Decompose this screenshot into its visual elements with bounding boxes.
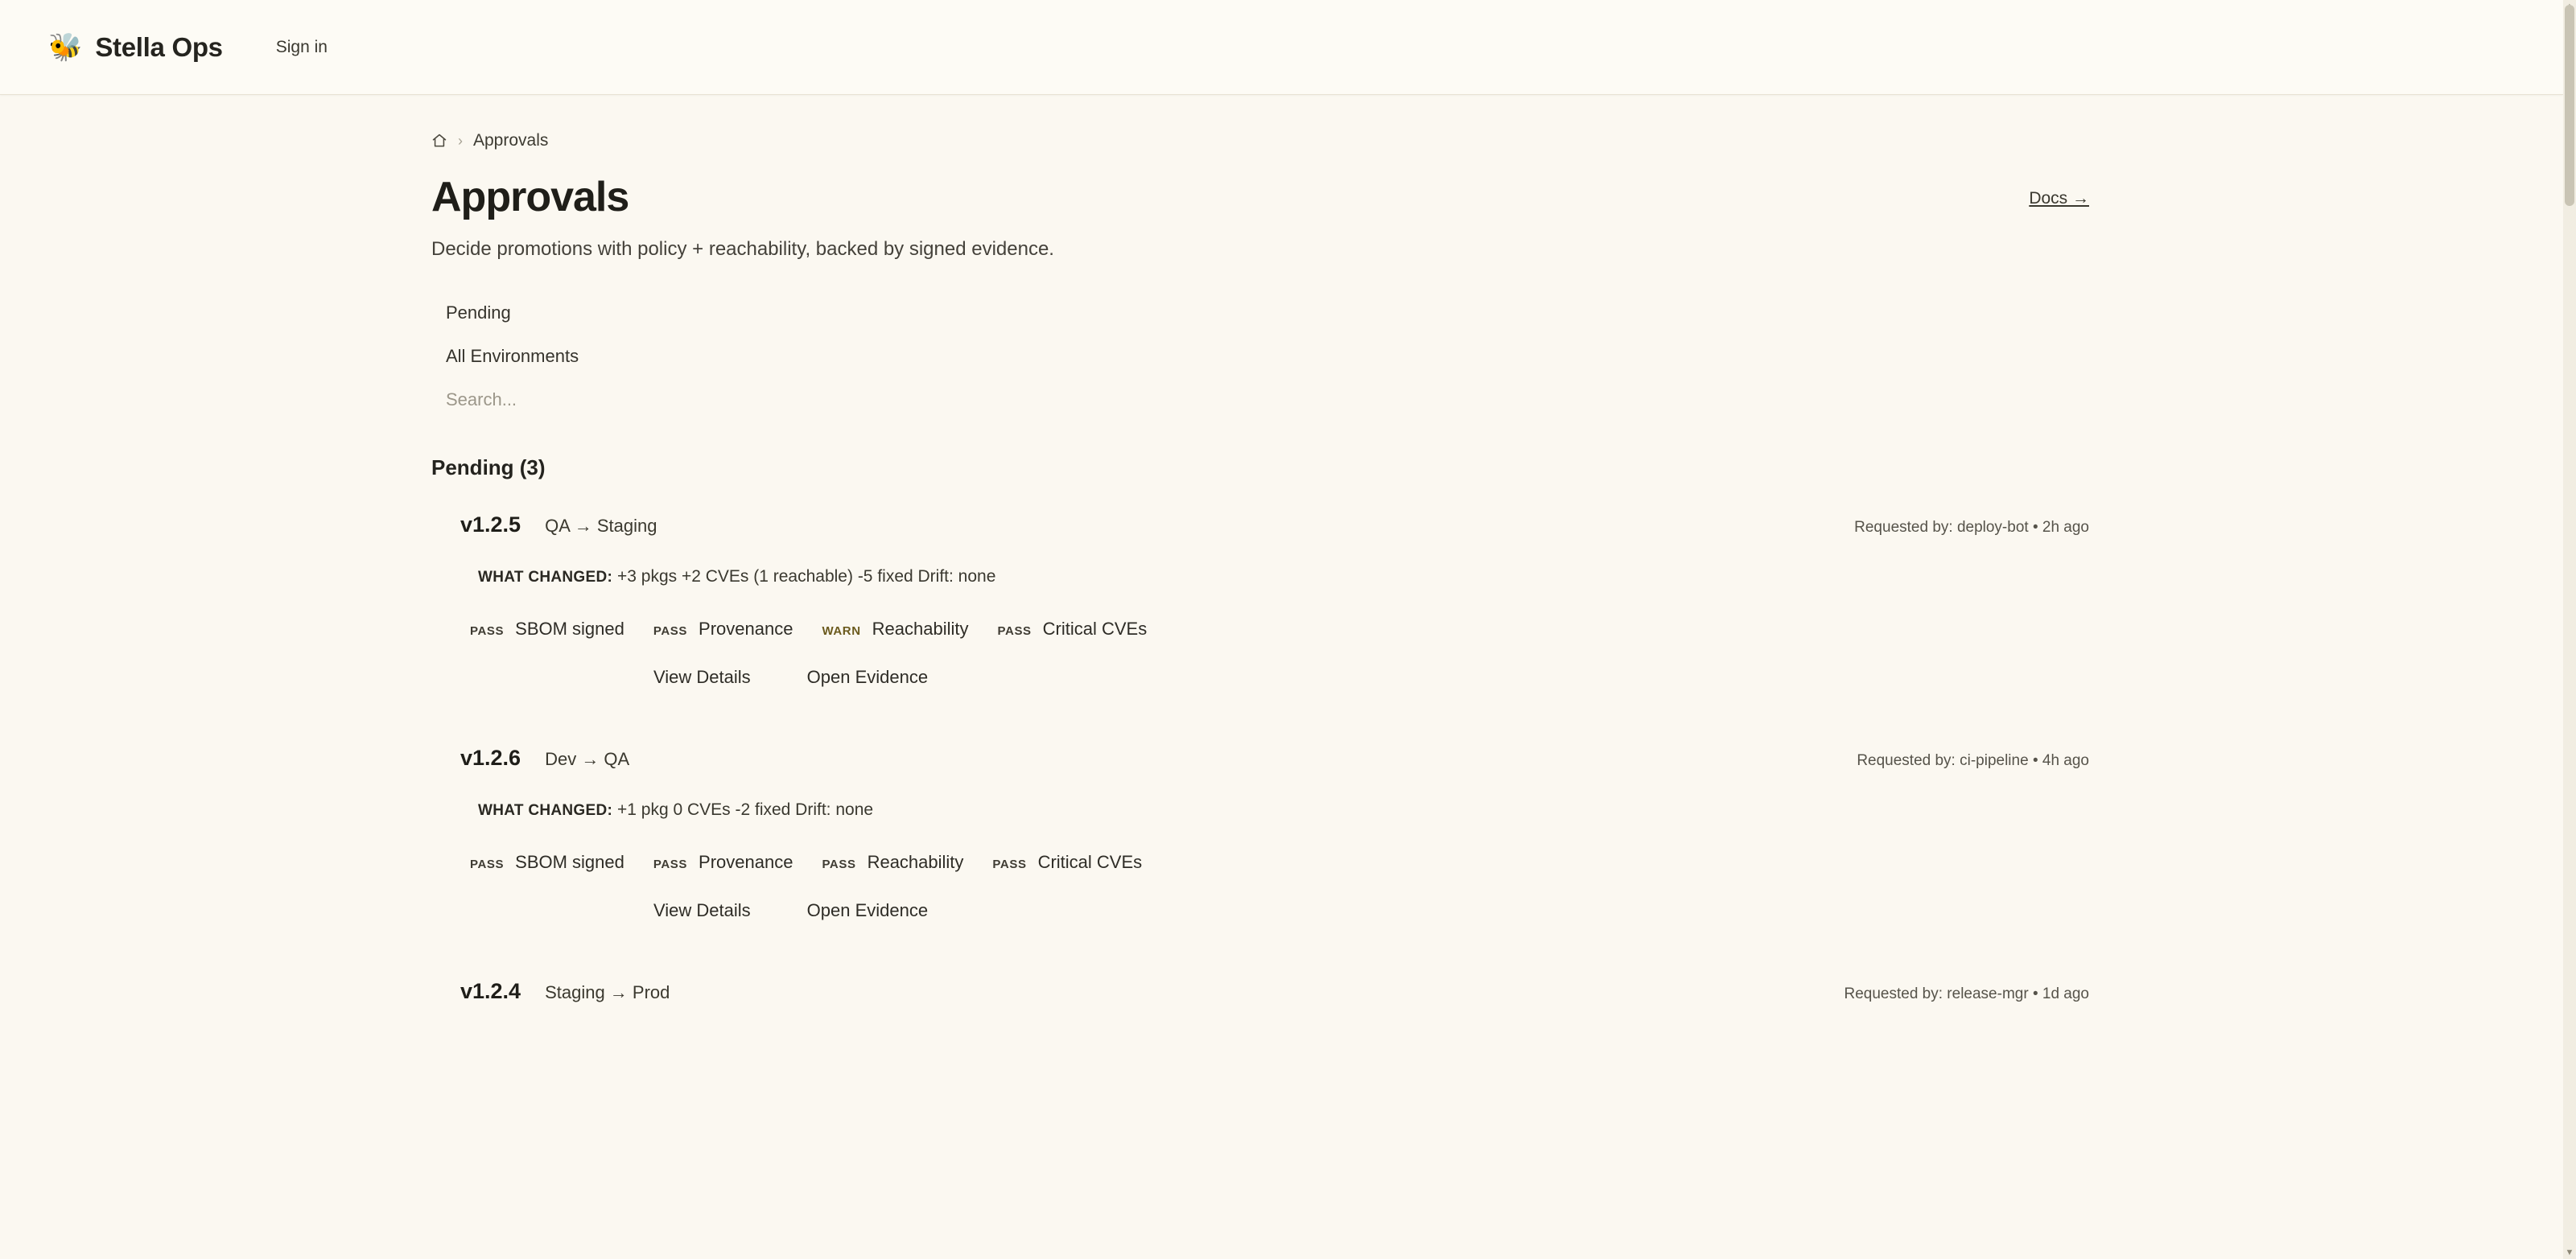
gate-critical-cves[interactable] xyxy=(992,852,1142,873)
approval-version: v1.2.5 xyxy=(460,512,521,537)
top-bar xyxy=(0,0,2563,95)
gate-label: SBOM signed xyxy=(515,619,624,640)
approval-what-changed xyxy=(460,567,2089,586)
approval-transition: Staging → Prod xyxy=(545,982,670,1003)
approval-requested-by: Requested by: deploy-bot • 2h ago xyxy=(1854,519,2089,537)
filters xyxy=(431,299,2563,413)
gate-sbom-signed[interactable] xyxy=(470,852,624,873)
gate-status-badge: PASS xyxy=(470,858,505,872)
docs-link[interactable]: Docs → xyxy=(2029,189,2089,208)
gate-reachability[interactable] xyxy=(822,619,968,640)
approval-actions xyxy=(460,667,2089,688)
approval-card[interactable] xyxy=(431,512,2089,688)
gate-status-badge: PASS xyxy=(470,624,505,639)
approval-requested-by: Requested by: ci-pipeline • 4h ago xyxy=(1857,752,2089,770)
gate-label: Critical CVEs xyxy=(1037,852,1143,873)
page-title: Approvals xyxy=(431,174,629,220)
open-evidence-button[interactable]: Open Evidence xyxy=(806,900,929,921)
approval-gates xyxy=(460,852,2089,873)
approval-requested-by: Requested by: release-mgr • 1d ago xyxy=(1844,985,2089,1003)
gate-reachability[interactable] xyxy=(822,852,963,873)
section-title: Pending (3) xyxy=(431,455,546,480)
breadcrumb-current[interactable]: Approvals xyxy=(473,131,549,150)
approval-what-changed xyxy=(460,800,2089,820)
gate-label: Reachability xyxy=(867,852,964,873)
approval-card-header xyxy=(460,979,2089,1004)
brand[interactable] xyxy=(48,32,223,63)
approval-transition: Dev → QA xyxy=(545,749,630,770)
open-evidence-button[interactable]: Open Evidence xyxy=(806,667,929,688)
gate-label: Critical CVEs xyxy=(1042,619,1148,640)
breadcrumb-separator: › xyxy=(458,132,463,149)
approval-actions xyxy=(460,900,2089,921)
gate-status-badge: PASS xyxy=(997,624,1032,639)
gate-label: SBOM signed xyxy=(515,852,624,873)
gate-provenance[interactable] xyxy=(653,852,793,873)
approval-version: v1.2.6 xyxy=(460,746,521,771)
approvals-list xyxy=(431,512,2563,1062)
what-changed-label: WHAT CHANGED: xyxy=(478,802,613,820)
gate-status-badge: PASS xyxy=(653,624,688,639)
search-input[interactable] xyxy=(446,386,945,413)
approval-gates xyxy=(460,619,2089,640)
scrollbar-thumb[interactable] xyxy=(2565,5,2574,206)
gate-status-badge: PASS xyxy=(822,858,856,872)
view-details-button[interactable]: View Details xyxy=(653,900,751,921)
approval-transition: QA → Staging xyxy=(545,516,657,537)
gate-status-badge: PASS xyxy=(992,858,1027,872)
breadcrumb xyxy=(431,131,2563,150)
what-changed-text: +3 pkgs +2 CVEs (1 reachable) -5 fixed Drift: none xyxy=(616,567,996,586)
brand-name: Stella Ops xyxy=(95,31,223,62)
page-subtitle: Decide promotions with policy + reachability, backed by signed evidence. xyxy=(431,238,1054,261)
main-content xyxy=(0,95,2563,1062)
environment-filter-select[interactable]: All Environments xyxy=(446,346,579,367)
status-filter-select[interactable]: Pending xyxy=(446,302,511,323)
gate-critical-cves[interactable] xyxy=(998,619,1148,640)
gate-status-badge: WARN xyxy=(822,624,861,639)
approval-card-header xyxy=(460,746,2089,771)
approval-version: v1.2.4 xyxy=(460,979,521,1004)
stella-ops-logo-icon: 🐝 xyxy=(48,31,83,63)
sign-in-button[interactable]: Sign in xyxy=(265,31,339,64)
what-changed-text: +1 pkg 0 CVEs -2 fixed Drift: none xyxy=(616,800,874,820)
approval-card[interactable] xyxy=(431,746,2089,921)
what-changed-label: WHAT CHANGED: xyxy=(478,569,613,586)
approval-card[interactable] xyxy=(431,979,2089,1004)
scroll-down-arrow[interactable]: ▼ xyxy=(2565,1248,2574,1257)
view-details-button[interactable]: View Details xyxy=(653,667,751,688)
home-icon[interactable] xyxy=(431,133,447,149)
gate-status-badge: PASS xyxy=(653,858,688,872)
approval-card-header xyxy=(460,512,2089,537)
gate-label: Provenance xyxy=(699,619,793,640)
page-scrollbar[interactable] xyxy=(2563,0,2576,1259)
gate-sbom-signed[interactable] xyxy=(470,619,624,640)
gate-label: Reachability xyxy=(872,619,969,640)
title-row xyxy=(431,175,2089,220)
gate-label: Provenance xyxy=(699,852,793,873)
gate-provenance[interactable] xyxy=(653,619,793,640)
